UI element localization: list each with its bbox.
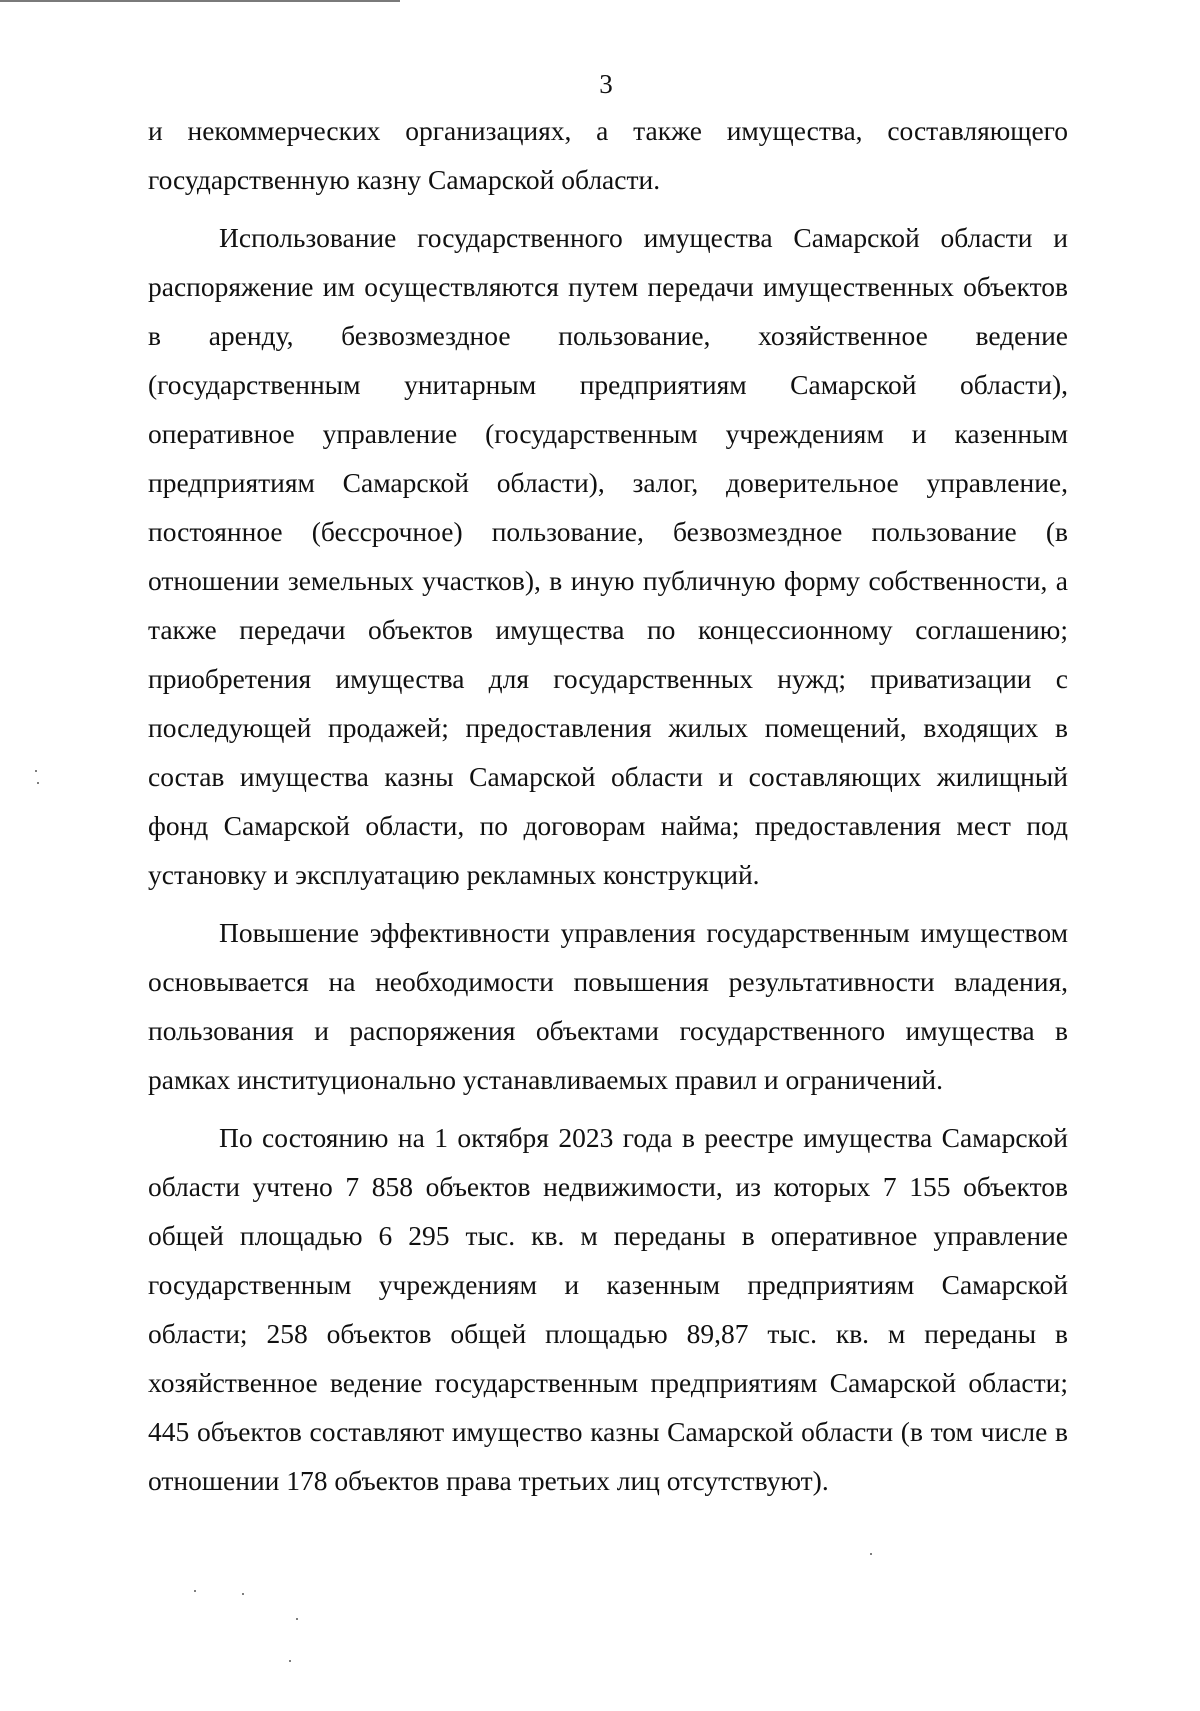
scan-edge-rule — [0, 0, 400, 2]
paragraph-efficiency: Повышение эффективности управления государственным имуществом основывается на необходимости повышения результативности владения, пользования и распоряжения объектами государственного имущества в рамках институционально устанавливаемых правил и ограничений. — [148, 917, 1068, 1095]
scan-speck — [194, 1590, 196, 1592]
scan-speck — [289, 1660, 291, 1662]
scan-speck — [37, 782, 39, 784]
page-number: 3 — [599, 69, 613, 99]
scan-speck — [870, 1553, 872, 1555]
paragraph-property-use: Использование государственного имущества Самарской области и распоряжение им осуществляются путем передачи имущественных объектов в аренду, безвозмездное пользование, хозяйственное ведение (государственным унитарным предприятиям Самарской области), оперативное управление (государственным учреждениям и казенным предприятиям Самарской области), залог, доверительное управление, постоянное (бессрочное) пользование, безвозмездное пользование (в отношении земельных участков), в иную публичную форму собственности, а также передачи объектов имущества по концессионному соглашению; приобретения имущества для государственных нужд; приватизации с последующей продажей; предоставления жилых помещений, входящих в состав имущества казны Самарской области и составляющих жилищный фонд Самарской области, по договорам найма; предоставления мест под установку и эксплуатацию рекламных конструкций. — [148, 222, 1068, 890]
paragraph-continuation: и некоммерческих организациях, а также имущества, составляющего государственную казну Самарской области. — [148, 115, 1068, 195]
scan-speck — [296, 1618, 298, 1620]
scan-speck — [35, 770, 37, 772]
document-body — [148, 106, 1068, 1505]
scan-speck — [242, 1593, 244, 1595]
paragraph-registry-status: По состоянию на 1 октября 2023 года в реестре имущества Самарской области учтено 7 858 объектов недвижимости, из которых 7 155 объектов общей площадью 6 295 тыс. кв. м переданы в оперативное управление государственным учреждениям и казенным предприятиям Самарской области; 258 объектов общей площадью 89,87 тыс. кв. м переданы в хозяйственное ведение государственным предприятиям Самарской области; 445 объектов составляют имущество казны Самарской области (в том числе в отношении 178 объектов права третьих лиц отсутствуют). — [148, 1122, 1068, 1496]
